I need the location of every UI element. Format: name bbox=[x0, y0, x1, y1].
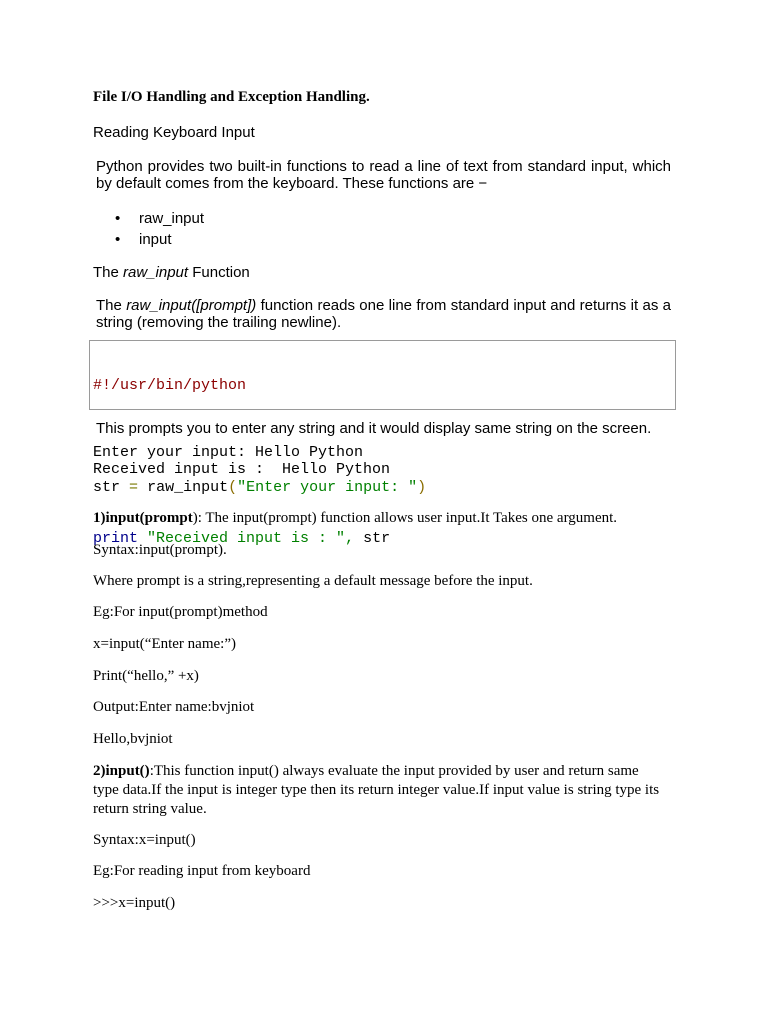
functions-list bbox=[110, 208, 204, 250]
section1-example-title: Eg:For input(prompt)method bbox=[93, 604, 268, 620]
shebang-comment: #!/usr/bin/python bbox=[93, 377, 247, 394]
code-variable: str bbox=[363, 530, 391, 547]
reading-keyboard-heading: Reading Keyboard Input bbox=[93, 124, 255, 141]
heading-prefix: The bbox=[93, 264, 124, 281]
sample-output: Enter your input: Hello Python Received input is : Hello Python bbox=[93, 444, 391, 478]
bullet-icon: • bbox=[115, 231, 121, 248]
section1-label: 1)input(prompt bbox=[93, 510, 193, 526]
bullet-icon: • bbox=[115, 210, 121, 227]
code-variable: str bbox=[93, 479, 121, 496]
list-item-label: input bbox=[139, 231, 172, 248]
heading-suffix: Function bbox=[188, 264, 250, 281]
code-line bbox=[93, 479, 675, 496]
code-string: "Enter your input: " bbox=[237, 479, 418, 496]
heading-function-name: raw_input bbox=[123, 264, 189, 281]
function-signature: raw_input([prompt]) bbox=[126, 297, 257, 314]
code-function: raw_input bbox=[147, 479, 229, 496]
code-operator: = bbox=[129, 479, 139, 496]
paragraph-prefix: The bbox=[96, 297, 127, 314]
section2-intro bbox=[93, 762, 668, 819]
section1-example-line: Print(“hello,” +x) bbox=[93, 668, 199, 684]
section1-where: Where prompt is a string,representing a default message before the input. bbox=[93, 573, 533, 589]
section1-intro bbox=[93, 509, 693, 528]
code-string: "Received input is : ", bbox=[147, 530, 355, 547]
list-item bbox=[110, 229, 204, 250]
section1-syntax: Syntax:input(prompt). bbox=[93, 542, 227, 558]
code-paren: ) bbox=[417, 479, 427, 496]
code-keyword: print bbox=[93, 530, 139, 547]
section2-prompt-line: >>>x=input() bbox=[93, 895, 176, 911]
paragraph-suffix: function reads one line from standard input and returns it as a string (removing the trailing newline). bbox=[96, 297, 671, 331]
intro-paragraph: Python provides two built-in functions to read a line of text from standard input, which by default comes from the keyboard. These functions are − bbox=[96, 158, 671, 192]
section2-label: 2)input() bbox=[93, 763, 150, 779]
section1-hello-line: Hello,bvjniot bbox=[93, 731, 173, 747]
section2-text: :This function input() always evaluate the input provided by user and return same type data.If the input is integer type then its return integer value.If input value is string type its return string value. bbox=[93, 763, 660, 817]
raw-input-heading bbox=[93, 264, 673, 281]
list-item bbox=[110, 208, 204, 229]
code-paren: ( bbox=[228, 479, 238, 496]
section1-example-line: x=input(“Enter name:”) bbox=[93, 636, 236, 652]
document-title: File I/O Handling and Exception Handling. bbox=[93, 89, 370, 105]
section2-syntax: Syntax:x=input() bbox=[93, 832, 196, 848]
list-item-label: raw_input bbox=[139, 210, 205, 227]
raw-input-paragraph bbox=[96, 297, 671, 331]
code-line bbox=[93, 377, 675, 394]
prompt-paragraph: This prompts you to enter any string and it would display same string on the screen. bbox=[96, 420, 652, 437]
section1-text: ): The input(prompt) function allows user input.It Takes one argument. bbox=[192, 510, 618, 526]
section1-output-line: Output:Enter name:bvjniot bbox=[93, 699, 255, 715]
section2-example-title: Eg:For reading input from keyboard bbox=[93, 863, 311, 879]
